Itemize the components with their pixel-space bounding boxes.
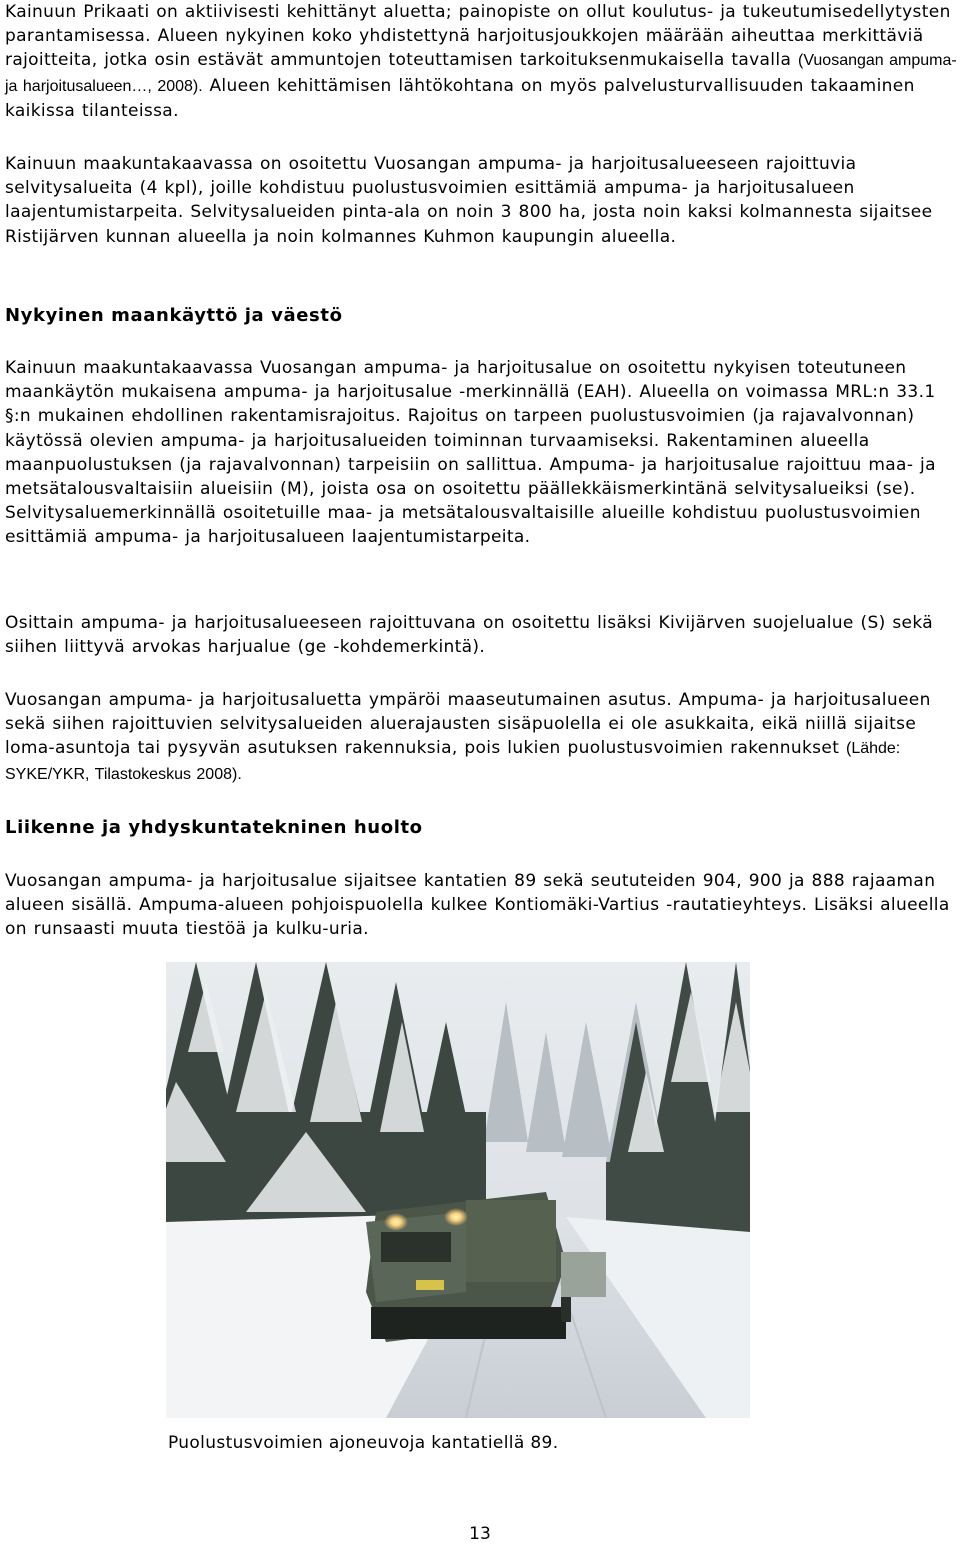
- paragraph-3: Kainuun maakuntakaavassa Vuosangan ampuma- ja harjoitusalue on osoitettu nykyisen toteutuneen maankäytön mukaisena ampuma- ja harjoitusalue -merkinnällä (EAH). Alueella on voimassa MRL:n 33.1 §:n mukainen ehdollinen rakentamisrajoitus. Rajoitus on tarpeen puolustusvoimien (ja rajavalvonnan) käytössä olevien ampuma- ja harjoitusalueiden toiminnan turvaamiseksi. Rakentaminen alueella maanpuolustuksen (ja rajavalvonnan) tarpeisiin on sallittua. Ampuma- ja harjoitusalue rajoittuu maa- ja metsätalousvaltaisiin alueisiin (M), joista osa on osoitettu päällekkäismerkintänä selvitysalueiksi (se). Selvitysaluemerkinnällä osoitetuille maa- ja metsätalousvaltaisille alueille kohdistuu puolustusvoimien esittämiä ampuma- ja harjoitusalueen laajentumistarpeita.: [5, 358, 936, 548]
- photo-military-vehicle-winter-road: [166, 962, 750, 1418]
- page-number: 13: [469, 1524, 491, 1544]
- paragraph-1-text: Kainuun Prikaati on aktiivisesti kehittänyt aluetta; painopiste on ollut koulutus- ja tukeutumisedellytysten parantamisessa. Alueen nykyinen koko yhdistettynä harjoitusjoukkojen määrään aiheuttaa merkittäviä rajoitteita, jotka osin estävät ammuntojen toteuttamisen tarkoituksenmukaisella tavalla: [5, 2, 951, 71]
- paragraph-5: [5, 688, 960, 787]
- paragraph-5-text: Vuosangan ampuma- ja harjoitusaluetta ympäröi maaseutumainen asutus. Ampuma- ja harjoitusalueen sekä siihen rajoittuvien selvitysalueiden aluerajausten sisäpuolella ei ole asukkaita, eikä niillä sijaitse loma-asuntoja tai pysyvän asutuksen rakennuksia, pois lukien puolustusvoimien rakennukset: [5, 690, 931, 759]
- paragraph-1: [5, 0, 960, 123]
- paragraph-1-end: Alueen kehittämisen lähtökohtana on myös palvelusturvallisuuden takaaminen kaikissa tilanteissa.: [5, 75, 915, 121]
- figure-caption: Puolustusvoimien ajoneuvoja kantatiellä 89.: [168, 1433, 559, 1453]
- section-heading-traffic: Liikenne ja yhdyskuntatekninen huolto: [5, 817, 423, 838]
- paragraph-5-source: (Lähde: SYKE/YKR, Tilastokeskus 2008).: [5, 740, 901, 783]
- paragraph-2: Kainuun maakuntakaavassa on osoitettu Vuosangan ampuma- ja harjoitusalueeseen rajoittuvia selvitysalueita (4 kpl), joille kohdistuu puolustusvoimien esittämiä ampuma- ja harjoitusalueen laajentumistarpeita. Selvitysalueiden pinta-ala on noin 3 800 ha, josta noin kaksi kolmannesta sijaitsee Ristijärven kunnan alueella ja noin kolmannes Kuhmon kaupungin alueella.: [5, 154, 933, 247]
- paragraph-6: Vuosangan ampuma- ja harjoitusalue sijaitsee kantatien 89 sekä seututeiden 904, 900 ja 888 rajaaman alueen sisällä. Ampuma-alueen pohjoispuolella kulkee Kontiomäki-Vartius -rautatieyhteys. Lisäksi alueella on runsaasti muuta tiestöä ja kulku-uria.: [5, 871, 950, 940]
- paragraph-1-source: (Vuosangan ampuma- ja harjoitusalueen…, 2008).: [5, 52, 957, 95]
- section-heading-land-use: Nykyinen maankäyttö ja väestö: [5, 305, 343, 326]
- paragraph-4: Osittain ampuma- ja harjoitusalueeseen rajoittuvana on osoitettu lisäksi Kivijärven suojelualue (S) sekä siihen liittyvä arvokas harjualue (ge -kohdemerkintä).: [5, 613, 934, 658]
